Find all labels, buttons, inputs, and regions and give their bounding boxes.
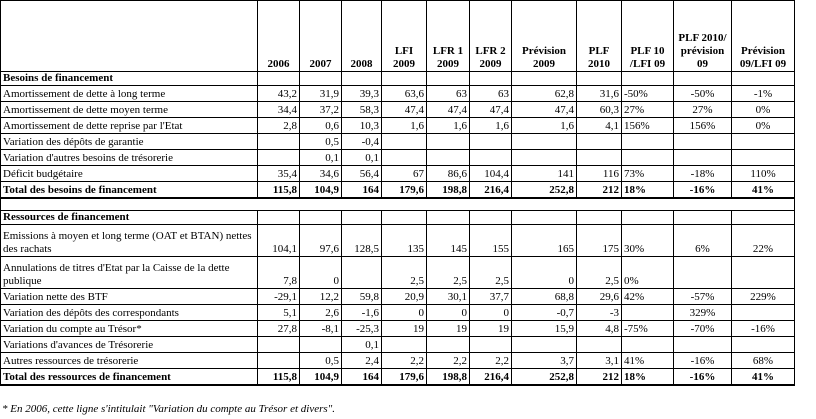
table-cell	[382, 150, 427, 166]
section-title-cell	[732, 72, 795, 86]
spacer-cell	[382, 198, 427, 211]
row-label: Total des ressources de financement	[1, 369, 258, 385]
section-title-cell	[674, 211, 732, 225]
table-cell: 0%	[622, 257, 674, 289]
row-label: Amortissement de dette à long terme	[1, 86, 258, 102]
table-cell	[512, 337, 577, 353]
spacer-cell	[512, 198, 577, 211]
header-label-column	[1, 1, 258, 72]
table-cell: 12,2	[300, 289, 342, 305]
table-cell: -1%	[732, 86, 795, 102]
table-cell: 2,5	[470, 257, 512, 289]
table-cell: 4,8	[577, 321, 622, 337]
table-cell: 0,1	[342, 337, 382, 353]
table-cell: 164	[342, 182, 382, 198]
table-cell: 116	[577, 166, 622, 182]
column-header: 2007	[300, 1, 342, 72]
table-cell	[674, 337, 732, 353]
table-cell: 2,8	[258, 118, 300, 134]
table-cell: 216,4	[470, 182, 512, 198]
table-row	[1, 289, 795, 305]
spacer-cell	[622, 198, 674, 211]
table-cell: -16%	[674, 182, 732, 198]
table-cell	[258, 150, 300, 166]
table-cell: 104,9	[300, 369, 342, 385]
section-title-row	[1, 72, 795, 86]
row-label: Variation du compte au Trésor*	[1, 321, 258, 337]
table-cell: -25,3	[342, 321, 382, 337]
table-cell: 37,2	[300, 102, 342, 118]
section-title-cell	[342, 72, 382, 86]
table-cell	[674, 134, 732, 150]
table-cell: -0,7	[512, 305, 577, 321]
section-title-cell	[622, 211, 674, 225]
table-cell: 19	[382, 321, 427, 337]
table-cell: 0,1	[342, 150, 382, 166]
table-cell	[622, 337, 674, 353]
table-cell: 252,8	[512, 369, 577, 385]
table-cell	[342, 257, 382, 289]
table-cell: 3,7	[512, 353, 577, 369]
table-cell: 141	[512, 166, 577, 182]
table-cell: 63	[427, 86, 470, 102]
column-header: PLF 2010/ prévision 09	[674, 1, 732, 72]
table-cell: 179,6	[382, 182, 427, 198]
section-title: Ressources de financement	[1, 211, 258, 225]
table-cell: -50%	[622, 86, 674, 102]
table-cell	[258, 353, 300, 369]
row-label: Amortissement de dette reprise par l'Etat	[1, 118, 258, 134]
table-cell	[622, 305, 674, 321]
spacer-cell	[258, 198, 300, 211]
table-row	[1, 118, 795, 134]
spacer-cell	[470, 198, 512, 211]
table-cell	[577, 337, 622, 353]
table-cell: -1,6	[342, 305, 382, 321]
table-cell: 31,9	[300, 86, 342, 102]
column-header: 2006	[258, 1, 300, 72]
table-cell: 110%	[732, 166, 795, 182]
table-cell: 0,1	[300, 150, 342, 166]
section-title-cell	[300, 72, 342, 86]
spacer-cell	[300, 198, 342, 211]
table-cell	[732, 305, 795, 321]
table-cell: 229%	[732, 289, 795, 305]
table-cell: 68%	[732, 353, 795, 369]
row-label: Déficit budgétaire	[1, 166, 258, 182]
table-cell: 0%	[732, 118, 795, 134]
section-title-cell	[674, 72, 732, 86]
table-cell: 0,6	[300, 118, 342, 134]
table-cell: 29,6	[577, 289, 622, 305]
table-cell: 15,9	[512, 321, 577, 337]
table-cell	[427, 134, 470, 150]
table-cell: 0,5	[300, 134, 342, 150]
table-cell: 47,4	[512, 102, 577, 118]
table-row	[1, 225, 795, 257]
section-title-cell	[258, 72, 300, 86]
table-cell: 2,5	[382, 257, 427, 289]
table-cell: 39,3	[342, 86, 382, 102]
table-cell: -8,1	[300, 321, 342, 337]
table-cell: 30,1	[427, 289, 470, 305]
table-cell: 2,2	[470, 353, 512, 369]
table-cell: 104,4	[470, 166, 512, 182]
table-cell: 156%	[674, 118, 732, 134]
column-header: LFR 1 2009	[427, 1, 470, 72]
table-cell: 27%	[674, 102, 732, 118]
table-cell	[470, 337, 512, 353]
table-cell: -16%	[674, 353, 732, 369]
row-label: Variation nette des BTF	[1, 289, 258, 305]
section-title-cell	[512, 211, 577, 225]
table-cell: 47,4	[427, 102, 470, 118]
table-cell: 104,9	[300, 182, 342, 198]
table-row	[1, 102, 795, 118]
table-cell	[622, 150, 674, 166]
table-cell: 62,8	[512, 86, 577, 102]
table-body	[1, 72, 795, 385]
table-row	[1, 353, 795, 369]
spacer-row	[1, 198, 795, 211]
table-cell	[577, 150, 622, 166]
table-cell: 0	[382, 305, 427, 321]
table-cell: 41%	[732, 369, 795, 385]
footnote: * En 2006, cette ligne s'intitulait "Variation du compte au Trésor et divers".	[2, 403, 336, 415]
table-cell: 252,8	[512, 182, 577, 198]
section-title-cell	[577, 72, 622, 86]
table-cell: 31,6	[577, 86, 622, 102]
table-cell: 164	[342, 369, 382, 385]
table-cell: 34,4	[258, 102, 300, 118]
table-cell: -57%	[674, 289, 732, 305]
table-cell: 1,6	[427, 118, 470, 134]
table-row	[1, 305, 795, 321]
table-cell: 43,2	[258, 86, 300, 102]
table-cell	[258, 337, 300, 353]
table-cell: 0%	[732, 102, 795, 118]
table-cell: -3	[577, 305, 622, 321]
table-cell: 179,6	[382, 369, 427, 385]
column-header: LFR 2 2009	[470, 1, 512, 72]
table-row	[1, 166, 795, 182]
table-cell: 135	[382, 225, 427, 257]
column-header: PLF 2010	[577, 1, 622, 72]
table-cell: 41%	[622, 353, 674, 369]
section-title-row	[1, 211, 795, 225]
table-cell: 19	[470, 321, 512, 337]
section-title-cell	[427, 211, 470, 225]
table-cell: 145	[427, 225, 470, 257]
table-cell	[732, 134, 795, 150]
table-cell: -16%	[674, 369, 732, 385]
section-title-cell	[258, 211, 300, 225]
spacer-cell	[427, 198, 470, 211]
table-cell: 0	[470, 305, 512, 321]
table-cell	[258, 134, 300, 150]
table-cell: 175	[577, 225, 622, 257]
row-label: Variations d'avances de Trésorerie	[1, 337, 258, 353]
spacer-cell	[674, 198, 732, 211]
table-row	[1, 150, 795, 166]
table-cell: 212	[577, 369, 622, 385]
column-header: PLF 10 /LFI 09	[622, 1, 674, 72]
table-cell: 1,6	[470, 118, 512, 134]
section-title-cell	[470, 72, 512, 86]
table-cell: 67	[382, 166, 427, 182]
column-header: Prévision 09/LFI 09	[732, 1, 795, 72]
table-row	[1, 321, 795, 337]
table-cell	[622, 134, 674, 150]
spacer-cell	[1, 198, 258, 211]
table-cell: 37,7	[470, 289, 512, 305]
table-cell: 10,3	[342, 118, 382, 134]
table-cell: 115,8	[258, 369, 300, 385]
table-cell: 22%	[732, 225, 795, 257]
row-label: Autres ressources de trésorerie	[1, 353, 258, 369]
table-cell	[300, 337, 342, 353]
table-cell: 63	[470, 86, 512, 102]
row-label: Variation des dépôts de garantie	[1, 134, 258, 150]
table-cell: -0,4	[342, 134, 382, 150]
table-cell	[470, 150, 512, 166]
table-cell: 86,6	[427, 166, 470, 182]
table-cell: 30%	[622, 225, 674, 257]
table-cell	[427, 337, 470, 353]
table-cell: 2,2	[382, 353, 427, 369]
table-cell: 216,4	[470, 369, 512, 385]
table-cell: 6%	[674, 225, 732, 257]
table-cell	[674, 257, 732, 289]
table-cell: 165	[512, 225, 577, 257]
table-cell: 56,4	[342, 166, 382, 182]
table-cell	[732, 150, 795, 166]
table-cell	[382, 134, 427, 150]
table-cell: 47,4	[470, 102, 512, 118]
total-row	[1, 182, 795, 198]
column-header: 2008	[342, 1, 382, 72]
row-label: Emissions à moyen et long terme (OAT et BTAN) nettes des rachats	[1, 225, 258, 257]
table-cell: 0	[512, 257, 577, 289]
table-cell: 0,5	[300, 353, 342, 369]
table-cell: 34,6	[300, 166, 342, 182]
table-cell: 329%	[674, 305, 732, 321]
table-cell: -75%	[622, 321, 674, 337]
table-cell: -70%	[674, 321, 732, 337]
section-title-cell	[382, 72, 427, 86]
section-title-cell	[342, 211, 382, 225]
table-cell: 2,2	[427, 353, 470, 369]
table-cell	[732, 337, 795, 353]
table-cell: 198,8	[427, 182, 470, 198]
spacer-cell	[342, 198, 382, 211]
section-title-cell	[622, 72, 674, 86]
table-cell: 19	[427, 321, 470, 337]
column-header: Prévision 2009	[512, 1, 577, 72]
section-title-cell	[470, 211, 512, 225]
table-row	[1, 337, 795, 353]
table-cell	[732, 257, 795, 289]
section-title-cell	[300, 211, 342, 225]
table-cell: 4,1	[577, 118, 622, 134]
table-cell: 27%	[622, 102, 674, 118]
table-cell	[427, 150, 470, 166]
table-cell: 3,1	[577, 353, 622, 369]
table-cell: 5,1	[258, 305, 300, 321]
section-title-cell	[512, 72, 577, 86]
table-cell: 1,6	[512, 118, 577, 134]
table-cell	[512, 150, 577, 166]
table-cell: 2,5	[427, 257, 470, 289]
table-cell: 128,5	[342, 225, 382, 257]
table-cell: -50%	[674, 86, 732, 102]
table-cell: 156%	[622, 118, 674, 134]
table-cell: 59,8	[342, 289, 382, 305]
table-cell: 20,9	[382, 289, 427, 305]
spacer-cell	[577, 198, 622, 211]
table-row	[1, 86, 795, 102]
table-cell: 155	[470, 225, 512, 257]
table-cell	[512, 134, 577, 150]
table-cell: 198,8	[427, 369, 470, 385]
section-title-cell	[577, 211, 622, 225]
total-row	[1, 369, 795, 385]
table-cell: 115,8	[258, 182, 300, 198]
table-cell: 1,6	[382, 118, 427, 134]
table-cell: 42%	[622, 289, 674, 305]
table-cell: 18%	[622, 369, 674, 385]
column-header: LFI 2009	[382, 1, 427, 72]
table-row	[1, 134, 795, 150]
table-cell: 0	[300, 257, 342, 289]
section-title-cell	[382, 211, 427, 225]
header-row	[1, 1, 795, 72]
row-label: Variation des dépôts des correspondants	[1, 305, 258, 321]
table-cell: 60,3	[577, 102, 622, 118]
table-cell: 2,4	[342, 353, 382, 369]
table-cell	[470, 134, 512, 150]
table-cell: 104,1	[258, 225, 300, 257]
spacer-cell	[732, 198, 795, 211]
section-title: Besoins de financement	[1, 72, 258, 86]
table-cell: 18%	[622, 182, 674, 198]
section-title-cell	[732, 211, 795, 225]
table-cell: 7,8	[258, 257, 300, 289]
table-cell: 73%	[622, 166, 674, 182]
row-label: Variation d'autres besoins de trésorerie	[1, 150, 258, 166]
table-cell: 27,8	[258, 321, 300, 337]
row-label: Annulations de titres d'Etat par la Caisse de la dette publique	[1, 257, 258, 289]
table-cell: -18%	[674, 166, 732, 182]
table-cell: 2,6	[300, 305, 342, 321]
table-cell: 47,4	[382, 102, 427, 118]
table-row	[1, 257, 795, 289]
table-cell: 68,8	[512, 289, 577, 305]
table-cell: 63,6	[382, 86, 427, 102]
table-cell: 41%	[732, 182, 795, 198]
table-cell: -29,1	[258, 289, 300, 305]
table-cell	[577, 134, 622, 150]
table-cell: 0	[427, 305, 470, 321]
table-cell: 212	[577, 182, 622, 198]
table-cell: 97,6	[300, 225, 342, 257]
table-cell: 2,5	[577, 257, 622, 289]
row-label: Amortissement de dette moyen terme	[1, 102, 258, 118]
section-title-cell	[427, 72, 470, 86]
table-cell	[674, 150, 732, 166]
table-cell	[382, 337, 427, 353]
table-cell: -16%	[732, 321, 795, 337]
table-cell: 58,3	[342, 102, 382, 118]
table-cell: 35,4	[258, 166, 300, 182]
row-label: Total des besoins de financement	[1, 182, 258, 198]
